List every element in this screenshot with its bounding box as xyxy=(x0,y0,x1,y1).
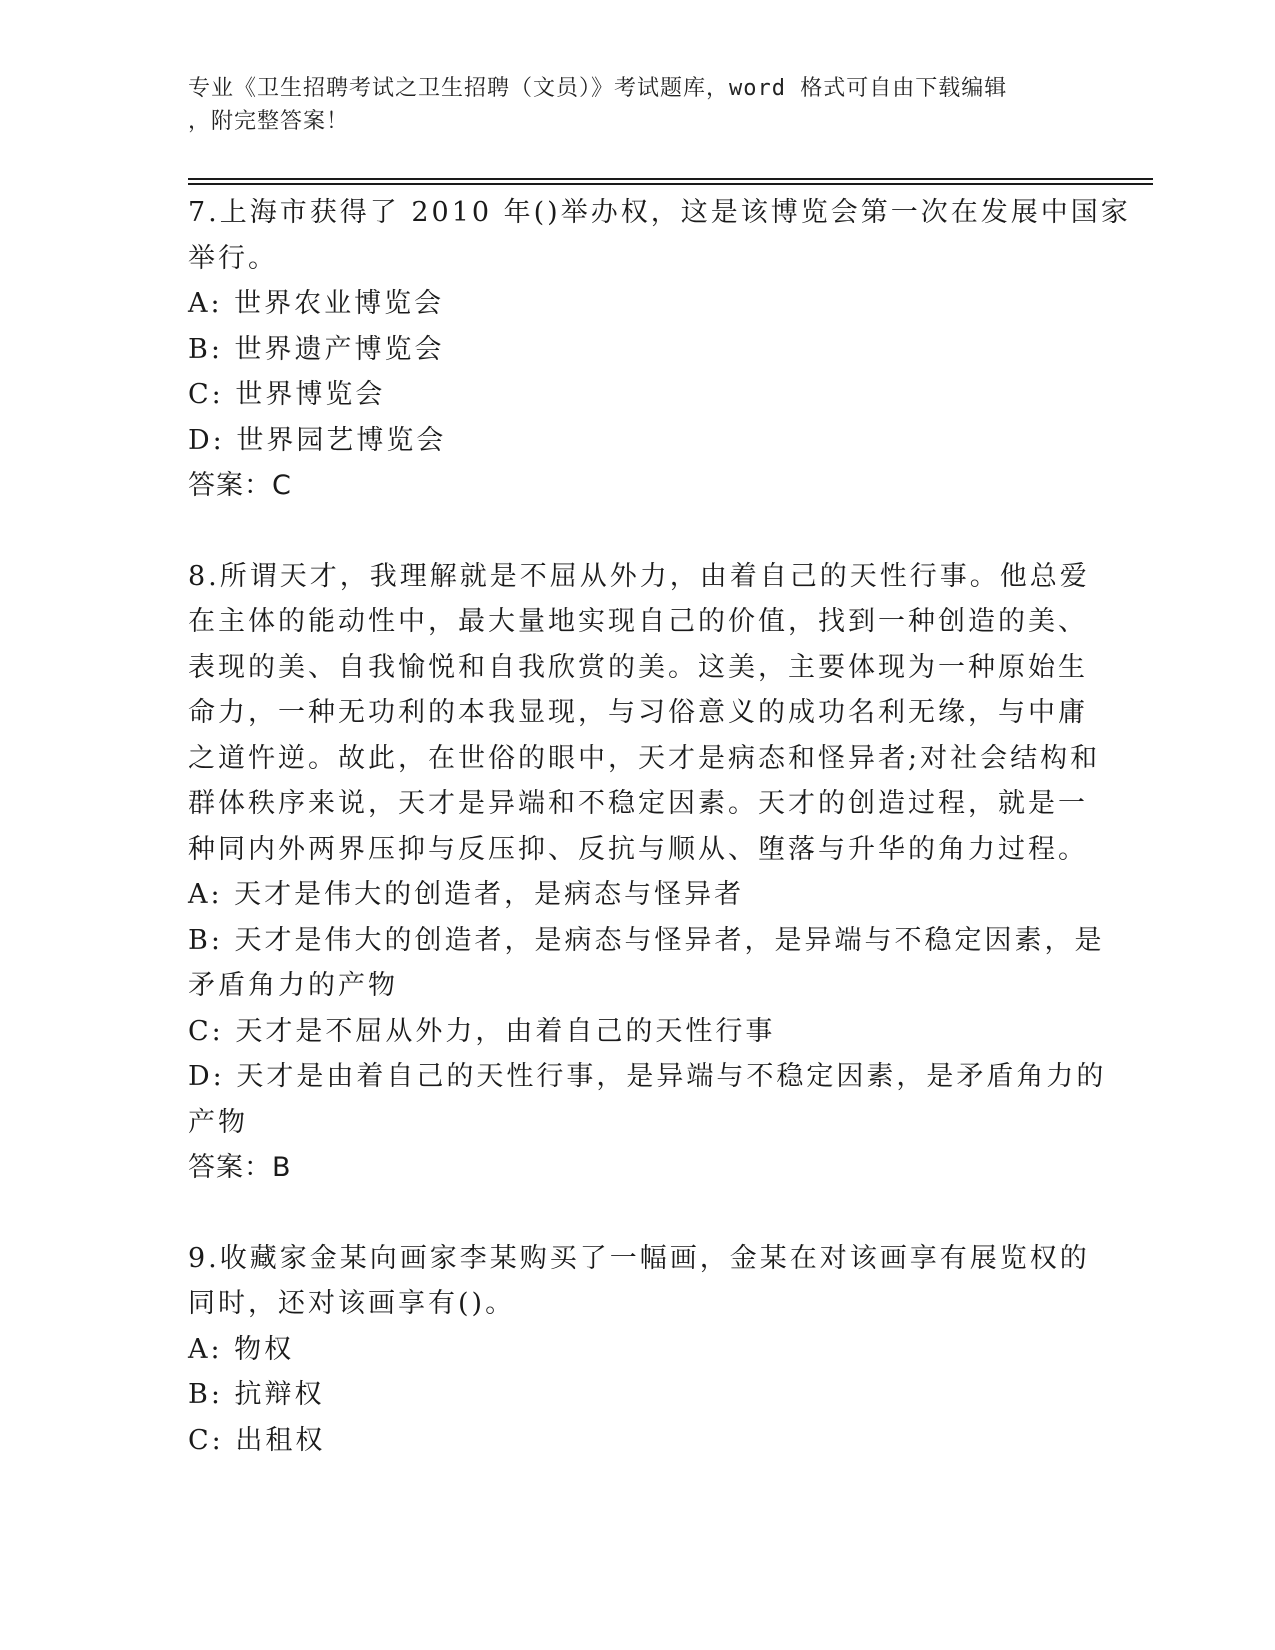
question-8-stem-line-3: 表现的美、自我愉悦和自我欣赏的美。这美，主要体现为一种原始生 xyxy=(188,651,1088,683)
question-8-stem-line-7: 种同内外两界压抑与反压抑、反抗与顺从、堕落与升华的角力过程。 xyxy=(188,833,1088,865)
question-7-stem-line-1: 7.上海市获得了 2010 年()举办权，这是该博览会第一次在发展中国家 xyxy=(188,197,1131,228)
question-9-option-b: B: 抗辩权 xyxy=(188,1379,325,1410)
question-7 xyxy=(188,190,1131,509)
question-7-option-c: C: 世界博览会 xyxy=(188,379,386,410)
question-8-option-d-line-1: D: 天才是由着自己的天性行事，是异端与不稳定因素，是矛盾角力的 xyxy=(188,1061,1107,1092)
question-8-option-a: A: 天才是伟大的创造者，是病态与怪异者 xyxy=(188,879,745,910)
question-8-stem-line-2: 在主体的能动性中，最大量地实现自己的价值，找到一种创造的美、 xyxy=(188,606,1088,637)
question-9 xyxy=(188,1236,1088,1464)
question-8-stem-line-6: 群体秩序来说，天才是异端和不稳定因素。天才的创造过程，就是一 xyxy=(188,788,1088,819)
question-8 xyxy=(188,554,1107,1191)
question-8-option-b-line-1: B: 天才是伟大的创造者，是病态与怪异者，是异端与不稳定因素，是 xyxy=(188,924,1105,956)
question-list xyxy=(188,190,1131,1463)
header-divider-bottom xyxy=(188,183,1153,185)
question-7-answer: 答案：C xyxy=(188,470,292,501)
question-7-option-b: B: 世界遗产博览会 xyxy=(188,333,445,365)
question-9-stem-line-1: 9.收藏家金某向画家李某购买了一幅画，金某在对该画享有展览权的 xyxy=(188,1242,1090,1274)
question-8-option-b-line-2: 矛盾角力的产物 xyxy=(188,970,398,1001)
question-8-option-d-line-2: 产物 xyxy=(188,1106,248,1138)
question-8-option-c: C: 天才是不屈从外力，由着自己的天性行事 xyxy=(188,1015,776,1047)
header-line-2: ，附完整答案！ xyxy=(188,109,350,134)
question-8-stem-line-4: 命力，一种无功利的本我显现，与习俗意义的成功名利无缘，与中庸 xyxy=(188,697,1088,728)
question-8-answer: 答案：B xyxy=(188,1152,292,1183)
question-8-stem-line-1: 8.所谓天才，我理解就是不屈从外力，由着自己的天性行事。他总爱 xyxy=(188,560,1090,592)
header-divider-top xyxy=(188,178,1153,180)
question-7-option-d: D: 世界园艺博览会 xyxy=(188,424,447,456)
header-line-1: 专业《卫生招聘考试之卫生招聘（文员）》考试题库，word 格式可自由下载编辑 xyxy=(188,76,1008,101)
question-7-option-a: A: 世界农业博览会 xyxy=(188,288,445,319)
question-9-option-c: C: 出租权 xyxy=(188,1424,326,1456)
document-header xyxy=(188,72,1088,138)
question-7-stem-line-2: 举行。 xyxy=(188,242,278,274)
question-9-option-a: A: 物权 xyxy=(188,1333,295,1365)
question-9-stem-line-2: 同时，还对该画享有()。 xyxy=(188,1288,516,1319)
question-8-stem-line-5: 之道忤逆。故此，在世俗的眼中，天才是病态和怪异者;对社会结构和 xyxy=(188,742,1101,774)
